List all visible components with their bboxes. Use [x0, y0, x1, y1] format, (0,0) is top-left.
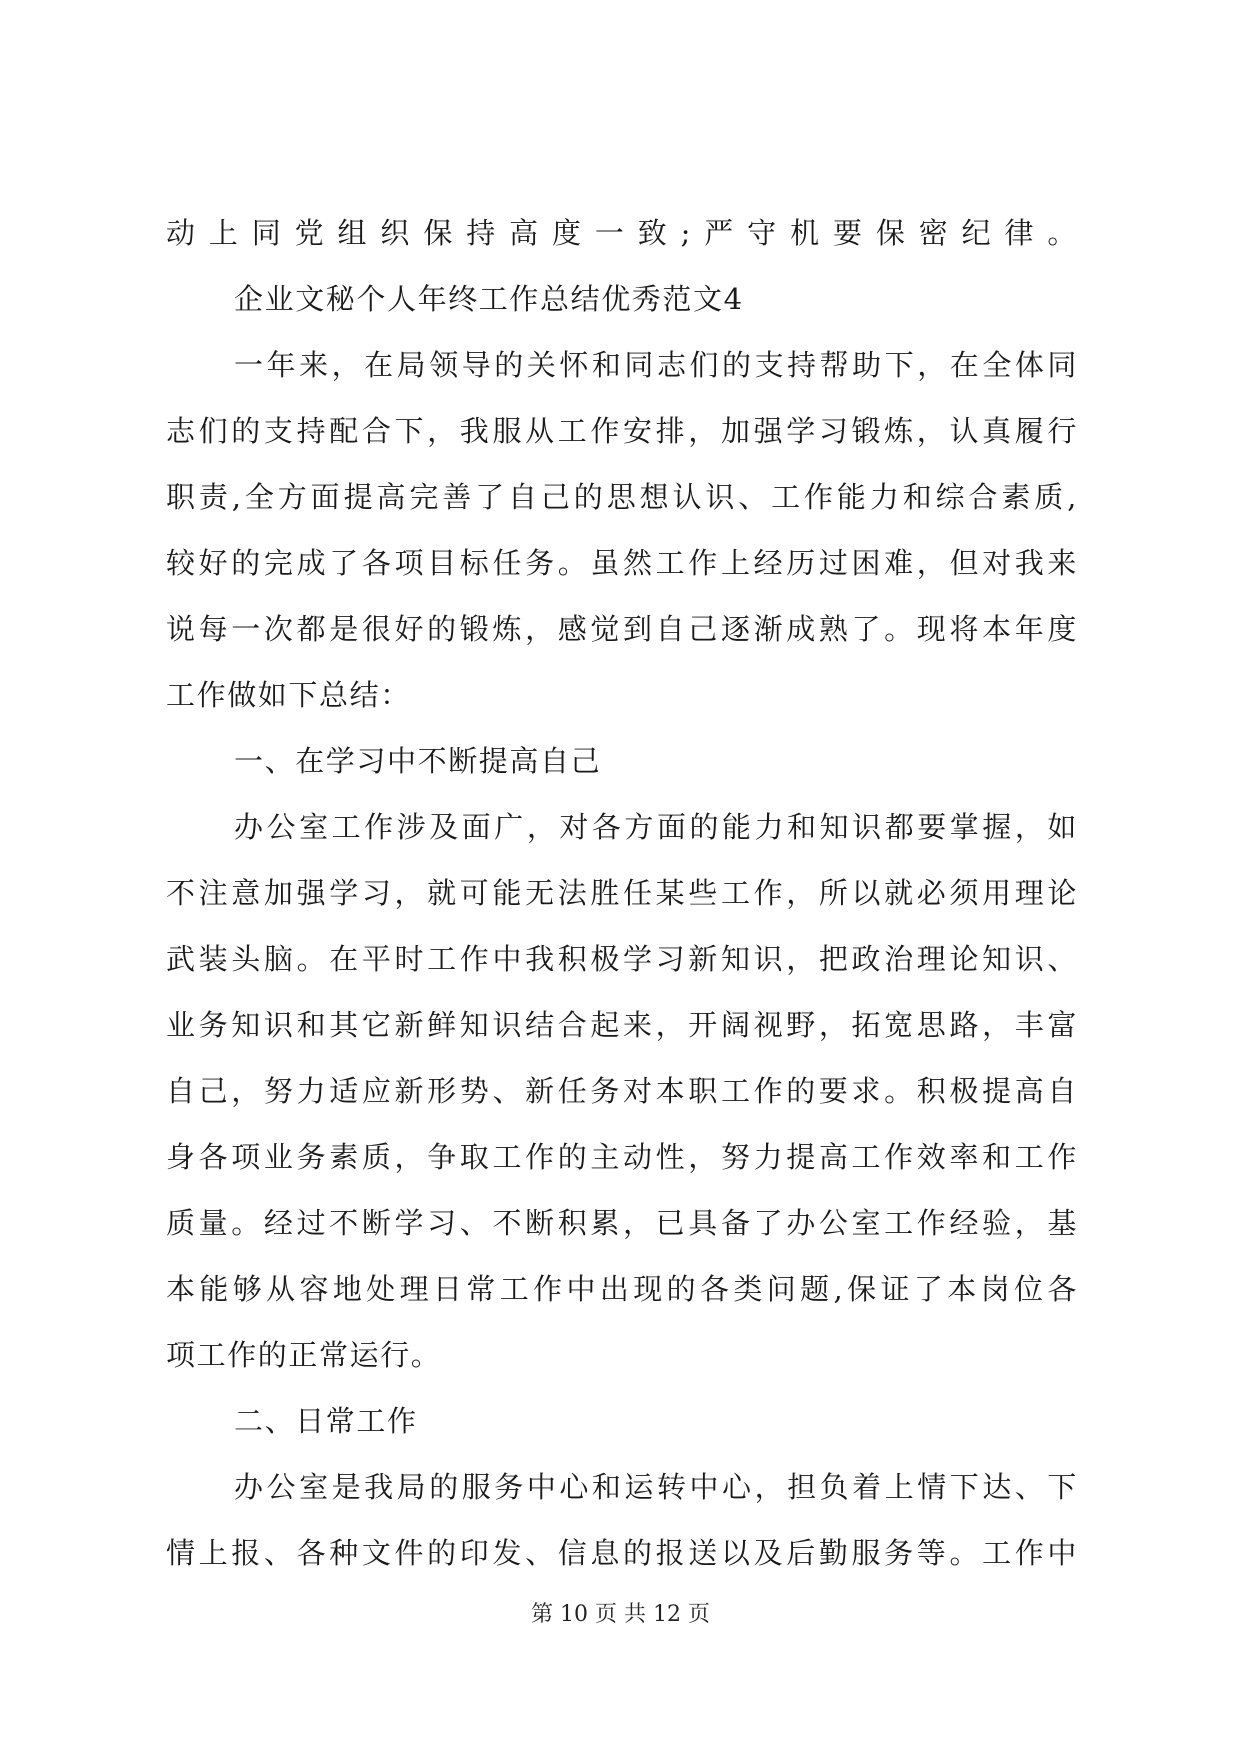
page-footer — [0, 1600, 1241, 1630]
text-line: 不注意加强学习，就可能无法胜任某些工作，所以就必须用理论 — [166, 876, 1078, 910]
text-line: 较好的完成了各项目标任务。虽然工作上经历过困难，但对我来 — [166, 546, 1078, 580]
document-body — [166, 200, 1078, 1586]
text-line: 业务知识和其它新鲜知识结合起来，开阔视野，拓宽思路，丰富 — [166, 1008, 1078, 1042]
page-number: 第 10 页 共 12 页 — [531, 1602, 710, 1627]
section-heading: 企业文秘个人年终工作总结优秀范文4 — [234, 282, 744, 316]
text-line: 志们的支持配合下，我服从工作安排，加强学习锻炼，认真履行 — [166, 414, 1078, 448]
text-line: 自己，努力适应新形势、新任务对本职工作的要求。积极提高自 — [166, 1074, 1078, 1108]
text-line: 情上报、各种文件的印发、信息的报送以及后勤服务等。工作中 — [166, 1536, 1078, 1570]
text-line: 动上同党组织保持高度一致;严守机要保密纪律。 — [166, 216, 1078, 250]
text-line: 职责,全方面提高完善了自己的思想认识、工作能力和综合素质, — [166, 480, 1078, 514]
text-line: 一年来，在局领导的关怀和同志们的支持帮助下，在全体同 — [234, 348, 1078, 382]
text-line: 办公室是我局的服务中心和运转中心，担负着上情下达、下 — [234, 1470, 1078, 1504]
text-line: 质量。经过不断学习、不断积累，已具备了办公室工作经验，基 — [166, 1206, 1078, 1240]
section-heading: 一、在学习中不断提高自己 — [234, 744, 602, 778]
text-line: 身各项业务素质，争取工作的主动性，努力提高工作效率和工作 — [166, 1140, 1078, 1174]
text-line: 说每一次都是很好的锻炼，感觉到自己逐渐成熟了。现将本年度 — [166, 612, 1078, 646]
text-line: 本能够从容地处理日常工作中出现的各类问题,保证了本岗位各 — [166, 1272, 1078, 1306]
text-line: 办公室工作涉及面广，对各方面的能力和知识都要掌握，如 — [234, 810, 1078, 844]
text-line: 武装头脑。在平时工作中我积极学习新知识，把政治理论知识、 — [166, 942, 1078, 976]
text-line: 工作做如下总结： — [166, 678, 411, 712]
text-line: 项工作的正常运行。 — [166, 1338, 442, 1372]
section-heading: 二、日常工作 — [234, 1404, 418, 1438]
